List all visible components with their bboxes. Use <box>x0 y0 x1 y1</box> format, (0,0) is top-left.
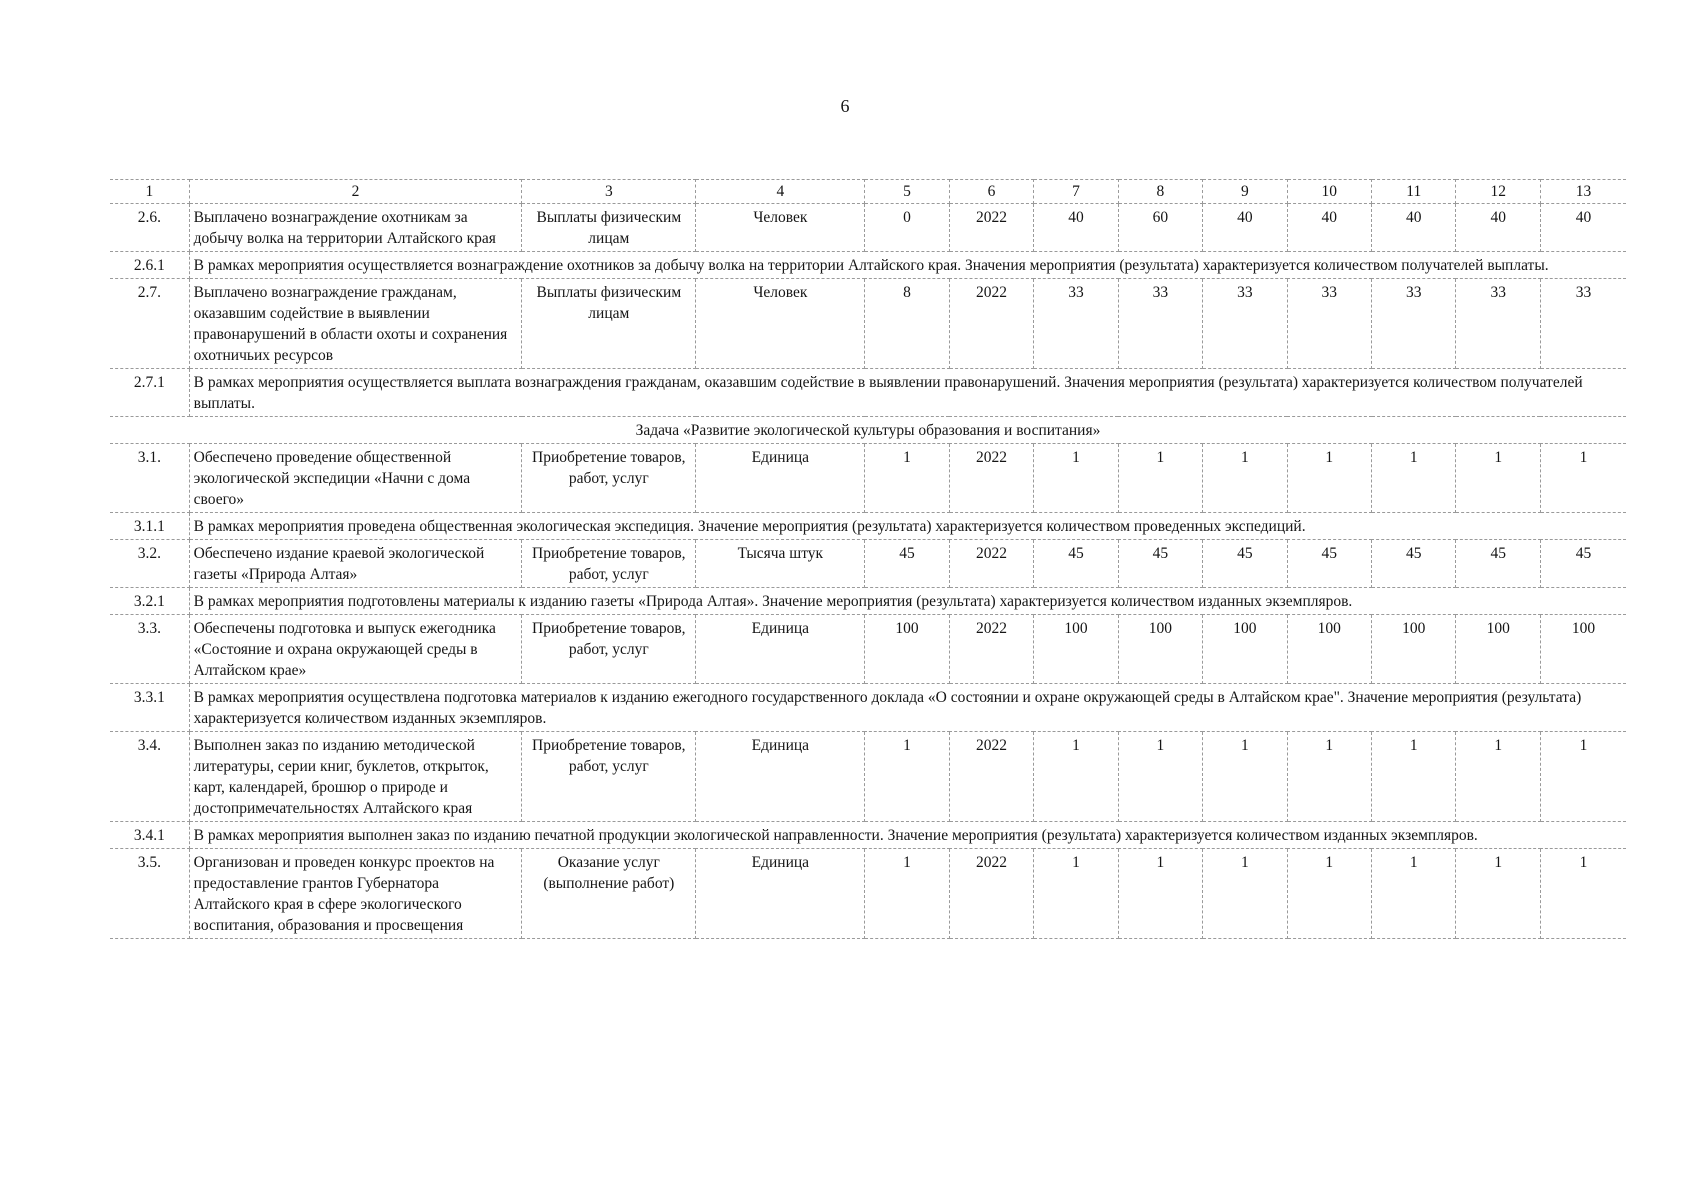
target-value: 100 <box>1118 615 1202 684</box>
measure-name: Обеспечены подготовка и выпуск ежегодника «Состояние и охрана окружающей среды в Алтайском крае» <box>189 615 522 684</box>
description-row <box>110 252 1626 279</box>
column-header: 5 <box>865 180 949 204</box>
target-value: 33 <box>1540 279 1626 369</box>
target-value: 1 <box>1540 732 1626 822</box>
target-value: 1 <box>1372 444 1456 513</box>
target-value: 1 <box>1118 849 1202 939</box>
row-number: 3.5. <box>110 849 189 939</box>
description-row <box>110 822 1626 849</box>
task-title: Задача «Развитие экологической культуры образования и воспитания» <box>110 417 1626 444</box>
target-value: 40 <box>1540 204 1626 252</box>
measure-row <box>110 279 1626 369</box>
measure-type: Выплаты физическим лицам <box>522 204 696 252</box>
target-value: 100 <box>1287 615 1371 684</box>
target-value: 45 <box>1456 540 1540 588</box>
measure-type: Приобретение товаров, работ, услуг <box>522 444 696 513</box>
measure-name: Обеспечено проведение общественной экологической экспедиции «Начни с дома своего» <box>189 444 522 513</box>
target-value: 33 <box>1456 279 1540 369</box>
base-year: 2022 <box>949 615 1033 684</box>
column-number-row <box>110 180 1626 204</box>
target-value: 100 <box>1203 615 1287 684</box>
base-value: 1 <box>865 444 949 513</box>
column-header: 11 <box>1372 180 1456 204</box>
column-header: 1 <box>110 180 189 204</box>
column-header: 9 <box>1203 180 1287 204</box>
target-value: 33 <box>1203 279 1287 369</box>
target-value: 100 <box>1456 615 1540 684</box>
column-header: 13 <box>1540 180 1626 204</box>
measure-row <box>110 615 1626 684</box>
column-header: 4 <box>696 180 865 204</box>
description-row <box>110 588 1626 615</box>
target-value: 45 <box>1372 540 1456 588</box>
unit-of-measure: Единица <box>696 615 865 684</box>
measure-description: В рамках мероприятия осуществляется выплата вознаграждения гражданам, оказавшим содействие в выявлении правонарушений. Значения мероприятия (результата) характеризуется количеством получателей выплаты. <box>189 369 1626 417</box>
measure-name: Выплачено вознаграждение гражданам, оказавшим содействие в выявлении правонарушений в области охоты и сохранения охотничьих ресурсов <box>189 279 522 369</box>
measure-row <box>110 849 1626 939</box>
target-value: 45 <box>1540 540 1626 588</box>
target-value: 1 <box>1118 444 1202 513</box>
column-header: 7 <box>1034 180 1118 204</box>
target-value: 1 <box>1372 849 1456 939</box>
measure-row <box>110 540 1626 588</box>
page-number: 6 <box>840 96 850 116</box>
row-number: 3.1. <box>110 444 189 513</box>
target-value: 45 <box>1118 540 1202 588</box>
row-number: 2.7. <box>110 279 189 369</box>
task-row <box>110 417 1626 444</box>
row-number: 3.4. <box>110 732 189 822</box>
target-value: 33 <box>1118 279 1202 369</box>
target-value: 40 <box>1456 204 1540 252</box>
unit-of-measure: Человек <box>696 204 865 252</box>
target-value: 1 <box>1034 732 1118 822</box>
measure-type: Оказание услуг (выполнение работ) <box>522 849 696 939</box>
column-header: 3 <box>522 180 696 204</box>
target-value: 40 <box>1287 204 1371 252</box>
target-value: 1 <box>1372 732 1456 822</box>
target-value: 45 <box>1034 540 1118 588</box>
base-year: 2022 <box>949 849 1033 939</box>
target-value: 33 <box>1287 279 1371 369</box>
measure-name: Выплачено вознаграждение охотникам за добычу волка на территории Алтайского края <box>189 204 522 252</box>
target-value: 1 <box>1456 732 1540 822</box>
measure-row <box>110 732 1626 822</box>
base-value: 8 <box>865 279 949 369</box>
row-number: 2.6.1 <box>110 252 189 279</box>
unit-of-measure: Тысяча штук <box>696 540 865 588</box>
description-row <box>110 369 1626 417</box>
measure-description: В рамках мероприятия осуществляется вознаграждение охотников за добычу волка на территории Алтайского края. Значения мероприятия (результата) характеризуется количеством получателей выплаты. <box>189 252 1626 279</box>
measure-name: Организован и проведен конкурс проектов на предоставление грантов Губернатора Алтайского края в сфере экологического воспитания, образования и просвещения <box>189 849 522 939</box>
target-value: 40 <box>1034 204 1118 252</box>
target-value: 100 <box>1034 615 1118 684</box>
column-header: 6 <box>949 180 1033 204</box>
measure-description: В рамках мероприятия выполнен заказ по изданию печатной продукции экологической направленности. Значение мероприятия (результата) характеризуется количеством изданных экземпляров. <box>189 822 1626 849</box>
target-value: 45 <box>1203 540 1287 588</box>
unit-of-measure: Единица <box>696 849 865 939</box>
row-number: 3.3. <box>110 615 189 684</box>
row-number: 3.2. <box>110 540 189 588</box>
measure-type: Приобретение товаров, работ, услуг <box>522 615 696 684</box>
base-year: 2022 <box>949 279 1033 369</box>
measure-type: Приобретение товаров, работ, услуг <box>522 540 696 588</box>
description-row <box>110 684 1626 732</box>
target-value: 33 <box>1372 279 1456 369</box>
measure-name: Обеспечено издание краевой экологической газеты «Природа Алтая» <box>189 540 522 588</box>
column-header: 12 <box>1456 180 1540 204</box>
target-value: 1 <box>1034 444 1118 513</box>
column-header: 8 <box>1118 180 1202 204</box>
measure-row <box>110 444 1626 513</box>
measures-table <box>110 179 1626 939</box>
measure-name: Выполнен заказ по изданию методической литературы, серии книг, буклетов, открыток, карт, календарей, брошюр о природе и достопримечательностях Алтайского края <box>189 732 522 822</box>
base-year: 2022 <box>949 732 1033 822</box>
target-value: 1 <box>1203 732 1287 822</box>
row-number: 2.6. <box>110 204 189 252</box>
target-value: 1 <box>1034 849 1118 939</box>
row-number: 2.7.1 <box>110 369 189 417</box>
base-value: 0 <box>865 204 949 252</box>
base-value: 1 <box>865 849 949 939</box>
measure-description: В рамках мероприятия подготовлены материалы к изданию газеты «Природа Алтая». Значение мероприятия (результата) характеризуется количеством изданных экземпляров. <box>189 588 1626 615</box>
base-value: 100 <box>865 615 949 684</box>
target-value: 40 <box>1203 204 1287 252</box>
row-number: 3.1.1 <box>110 513 189 540</box>
target-value: 45 <box>1287 540 1371 588</box>
row-number: 3.3.1 <box>110 684 189 732</box>
target-value: 1 <box>1287 732 1371 822</box>
unit-of-measure: Единица <box>696 732 865 822</box>
base-year: 2022 <box>949 540 1033 588</box>
target-value: 1 <box>1456 849 1540 939</box>
base-year: 2022 <box>949 444 1033 513</box>
base-value: 45 <box>865 540 949 588</box>
target-value: 100 <box>1372 615 1456 684</box>
row-number: 3.4.1 <box>110 822 189 849</box>
unit-of-measure: Человек <box>696 279 865 369</box>
target-value: 40 <box>1372 204 1456 252</box>
row-number: 3.2.1 <box>110 588 189 615</box>
measure-row <box>110 204 1626 252</box>
target-value: 1 <box>1203 444 1287 513</box>
column-header: 10 <box>1287 180 1371 204</box>
unit-of-measure: Единица <box>696 444 865 513</box>
base-year: 2022 <box>949 204 1033 252</box>
measure-description: В рамках мероприятия проведена общественная экологическая экспедиция. Значение мероприятия (результата) характеризуется количеством проведенных экспедиций. <box>189 513 1626 540</box>
target-value: 1 <box>1456 444 1540 513</box>
measure-type: Выплаты физическим лицам <box>522 279 696 369</box>
description-row <box>110 513 1626 540</box>
target-value: 33 <box>1034 279 1118 369</box>
measure-type: Приобретение товаров, работ, услуг <box>522 732 696 822</box>
target-value: 60 <box>1118 204 1202 252</box>
column-header: 2 <box>189 180 522 204</box>
target-value: 1 <box>1540 444 1626 513</box>
target-value: 100 <box>1540 615 1626 684</box>
target-value: 1 <box>1118 732 1202 822</box>
target-value: 1 <box>1287 849 1371 939</box>
measure-description: В рамках мероприятия осуществлена подготовка материалов к изданию ежегодного государственного доклада «О состоянии и охране окружающей среды в Алтайском крае". Значение мероприятия (результата) характеризуется количеством изданных экземпляров. <box>189 684 1626 732</box>
target-value: 1 <box>1540 849 1626 939</box>
target-value: 1 <box>1203 849 1287 939</box>
base-value: 1 <box>865 732 949 822</box>
target-value: 1 <box>1287 444 1371 513</box>
